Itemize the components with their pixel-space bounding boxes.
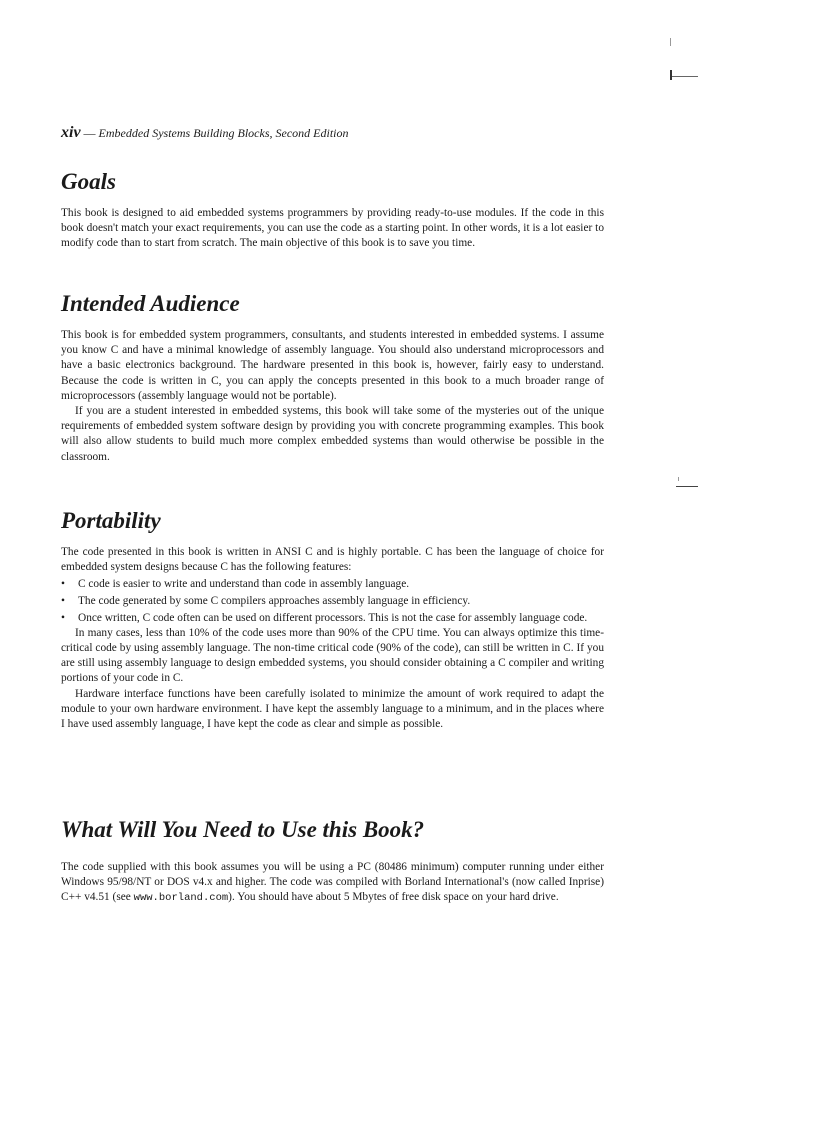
scan-artifact-top	[670, 38, 671, 46]
borland-url: www.borland.com	[133, 892, 229, 905]
scan-artifact-rule	[676, 486, 698, 487]
scan-artifact-mark-line	[672, 76, 698, 77]
running-title: Embedded Systems Building Blocks, Second Edition	[98, 126, 349, 140]
audience-paragraph-2: If you are a student interested in embedded systems, this book will take some of the mysteries out of the unique requirements of embedded system software design by providing you with concrete programming examples. This book will also allow students to build much more complex embedded systems than would otherwise be possible in the classroom.	[61, 405, 604, 463]
header-separator: —	[80, 126, 99, 140]
audience-paragraph-1: This book is for embedded system programmers, consultants, and students interested in embedded systems. I assume you know C and have a minimal knowledge of assembly language. You should also understand microprocessors and have a basic electronics background. The hardware presented in this book is, however, fairly easy to understand. Because the code is written in C, you can apply the concepts presented in this book to a much broader range of microprocessors (assembly language would not be portable).	[61, 329, 604, 402]
heading-goals: Goals	[61, 169, 116, 194]
section-goals-body	[61, 206, 604, 252]
list-item	[61, 577, 604, 592]
scan-artifact-mark	[670, 70, 672, 80]
bullet-marker: •	[61, 594, 65, 607]
heading-requirements: What Will You Need to Use this Book?	[61, 817, 425, 842]
portability-paragraph-3: Hardware interface functions have been carefully isolated to minimize the amount of work required to adapt the module to your own hardware environment. I have kept the assembly language to a minimum, and in the places where I have used assembly language, I have kept the code as clear and simple as possible.	[61, 687, 604, 731]
heading-intended-audience: Intended Audience	[61, 291, 240, 316]
list-item-text: Once written, C code often can be used on different processors. This is not the case for assembly language code.	[78, 611, 588, 624]
section-requirements-body	[61, 860, 604, 907]
running-header	[61, 124, 349, 142]
heading-portability: Portability	[61, 508, 161, 533]
list-item	[61, 594, 604, 609]
portability-paragraph-1: The code presented in this book is written in ANSI C and is highly portable. C has been the language of choice for embedded system designs because C has the following features:	[61, 546, 604, 574]
list-item	[61, 611, 604, 626]
bullet-marker: •	[61, 578, 65, 590]
scan-artifact-dot	[678, 477, 679, 481]
list-item-text: The code generated by some C compilers approaches assembly language in efficiency.	[78, 594, 471, 607]
requirements-text-before: The code supplied with this book assumes you will be using a PC (80486 minimum) computer running under either Windows 95/98/NT or DOS v4.x and higher. The code was compiled with Borland International's (now called Inprise) C++ v4.51 (see	[61, 861, 604, 904]
goals-paragraph: This book is designed to aid embedded systems programmers by providing ready-to-use modules. If the code in this book doesn't match your exact requirements, you can use the code as a starting point. In other words, it is a lot easier to modify code than to start from scratch. The main objective of this book is to save you time.	[61, 207, 604, 250]
feature-list	[61, 577, 604, 626]
bullet-marker: •	[61, 611, 65, 624]
requirements-text-after: ). You should have about 5 Mbytes of free disk space on your hard drive.	[228, 891, 559, 904]
section-portability-body	[61, 545, 604, 732]
requirements-paragraph	[61, 860, 604, 907]
portability-paragraph-2: In many cases, less than 10% of the code uses more than 90% of the CPU time. You can always optimize this time-critical code by using assembly language. The non-time critical code (90% of the code), can still be written in C. If you are still using assembly language to design embedded systems, you should consider obtaining a C compiler and writing portions of your code in C.	[61, 626, 604, 685]
list-item-text: C code is easier to write and understand than code in assembly language.	[78, 578, 410, 590]
page-folio: xiv	[61, 124, 81, 141]
section-audience-body	[61, 328, 604, 465]
